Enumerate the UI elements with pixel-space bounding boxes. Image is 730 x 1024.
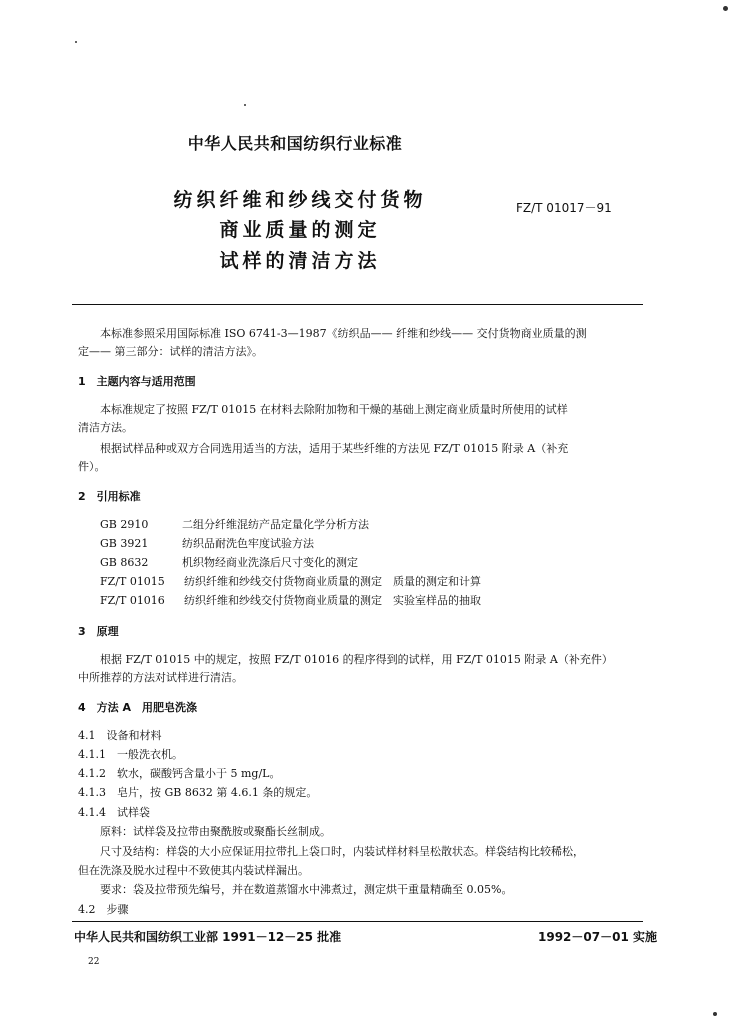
title-line-3: 试样的清洁方法 [219,250,381,272]
reference-title: 机织物经商业洗涤后尺寸变化的测定 [182,556,358,569]
intro-line-2: 定—— 第三部分：试样的清洁方法》。 [78,345,263,358]
title-line-1: 纺织纤维和纱线交付货物 [173,189,427,211]
effective-date: 1992－07－01 实施 [538,930,657,944]
scan-speck [244,104,246,106]
reference-title: 二组分纤维混纺产品定量化学分析方法 [182,518,369,531]
clause-4-1-4: 4.1.4 试样袋 [78,806,150,819]
section-3-heading: 3 原理 [78,625,119,638]
reference-code: FZ/T 01016 [100,594,165,607]
section-1-p2-line1: 根据试样品种或双方合同选用适当的方法，适用于某些纤维的方法见 FZ/T 01015 附录 A（补充 [100,442,569,455]
issuer-approval: 中华人民共和国纺织工业部 1991－12－25 批准 [74,930,342,944]
reference-code: FZ/T 01015 [100,575,165,588]
section-3-line2: 中所推荐的方法对试样进行清洁。 [78,671,243,684]
reference-item [100,535,314,552]
reference-code: GB 2910 [100,518,149,531]
clause-4-1-1: 4.1.1 一般洗衣机。 [78,748,183,761]
reference-title: 纺织品耐洗色牢度试验方法 [182,537,314,550]
reference-title: 纺织纤维和纱线交付货物商业质量的测定 质量的测定和计算 [184,575,481,588]
standard-name: 中华人民共和国纺织行业标准 [187,134,403,153]
standard-code: FZ/T 01017－91 [516,201,612,215]
section-1-p1-line1: 本标准规定了按照 FZ/T 01015 在材料去除附加物和干燥的基础上测定商业质量时所使用的试样 [100,403,568,416]
scan-speck [713,1012,717,1016]
section-3-line1: 根据 FZ/T 01015 中的规定，按照 FZ/T 01016 的程序得到的试样，用 FZ/T 01015 附录 A（补充件） [100,653,613,666]
bag-requirement: 要求：袋及拉带预先编号，并在数道蒸馏水中沸煮过，测定烘干重量精确至 0.05%。 [100,883,513,896]
footer-rule [72,921,643,922]
bag-structure-line1: 尺寸及结构：样袋的大小应保证用拉带扎上袋口时，内装试样材料呈松散状态。样袋结构比较稀松， [100,845,584,858]
section-2-heading: 2 引用标准 [78,490,141,503]
section-1-p1-line2: 清洁方法。 [78,421,133,434]
header-rule [72,304,643,305]
section-1-p2-line2: 件）。 [78,460,106,473]
reference-item [100,516,369,533]
section-4-heading: 4 方法 A 用肥皂洗涤 [78,701,197,714]
title-line-2: 商业质量的测定 [219,219,381,241]
bag-structure-line2: 但在洗涤及脱水过程中不致使其内装试样漏出。 [78,864,309,877]
reference-item [100,573,481,590]
page-number: 22 [88,957,100,967]
reference-code: GB 3921 [100,537,149,550]
reference-code: GB 8632 [100,556,149,569]
intro-line-1: 本标准参照采用国际标准 ISO 6741-3—1987《纺织品—— 纤维和纱线—— 交付货物商业质量的测 [100,327,587,340]
scan-speck [723,6,728,11]
clause-4-1-3: 4.1.3 皂片，按 GB 8632 第 4.6.1 条的规定。 [78,786,318,799]
reference-title: 纺织纤维和纱线交付货物商业质量的测定 实验室样品的抽取 [184,594,481,607]
section-1-heading: 1 主题内容与适用范围 [78,375,196,388]
scan-speck [75,41,77,43]
reference-item [100,592,481,609]
reference-item [100,554,358,571]
bag-material: 原料：试样袋及拉带由聚酰胺或聚酯长丝制成。 [100,825,331,838]
clause-4-1: 4.1 设备和材料 [78,729,162,742]
clause-4-2: 4.2 步骤 [78,903,129,916]
clause-4-1-2: 4.1.2 软水，碳酸钙含量小于 5 mg/L。 [78,767,281,780]
